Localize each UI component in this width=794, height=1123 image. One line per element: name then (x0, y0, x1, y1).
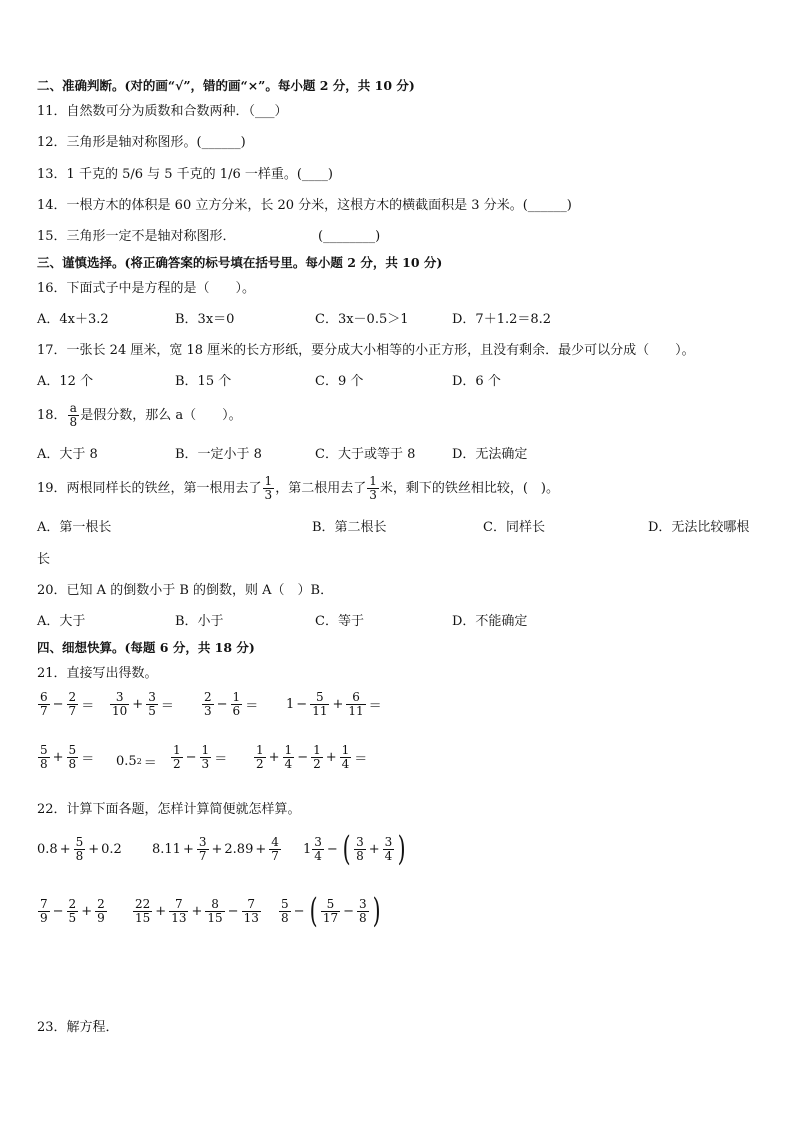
q19-option-b: B．第二根长 (312, 520, 387, 535)
question-23: 23．解方程． (37, 1020, 119, 1035)
q21-expr-8: $\frac{1}{2}$ + $\frac{1}{4}$ − $\frac{1}{2}$ + $\frac{1}{4}$ ＝ (256, 743, 368, 771)
q17-option-d: D．6 个 (452, 374, 501, 389)
question-12: 12．三角形是轴对称图形。(______) (37, 135, 246, 150)
question-15: 15．三角形一定不是轴对称图形． (37, 229, 236, 244)
q18-option-d: D．无法确定 (452, 447, 528, 462)
section-3-heading: 三、谨慎选择。(将正确答案的标号填在括号里。每小题 2 分，共 10 分) (37, 255, 443, 270)
question-16: 16．下面式子中是方程的是（ ）。 (37, 281, 256, 296)
q22-expr-6: $\frac{5}{8}$ − ( $\frac{5}{17}$ − $\frac{3}{8}$ ) (281, 891, 381, 931)
question-19 (37, 475, 559, 502)
fraction-a-8: $\frac{a}{8}$ (69, 401, 78, 429)
question-11: 11．自然数可分为质数和合数两种．（___） (37, 104, 288, 119)
q18-option-c: C．大于或等于 8 (315, 447, 416, 462)
question-14: 14．一根方木的体积是 60 立方分米，长 20 分米，这根方木的横截面积是 3 分米。(______) (37, 198, 572, 213)
fraction-1-3: $\frac{1}{3}$ (264, 474, 273, 502)
q22-expr-4: $\frac{7}{9}$ − $\frac{2}{5}$ + $\frac{2}{9}$ (40, 897, 105, 925)
q16-option-a: A．4x＋3.2 (37, 312, 109, 327)
q19-middle: ，第二根用去了 (275, 480, 367, 496)
q20-option-b: B．小于 (175, 614, 224, 629)
fraction-1-3-meter: $\frac{1}{3}$ (369, 474, 377, 502)
q19-option-d-wrap: 长 (37, 552, 51, 567)
question-13: 13．1 千克的 5/6 与 5 千克的 1/6 一样重。(____) (37, 167, 333, 182)
q19-option-a: A．第一根长 (37, 520, 112, 535)
q16-option-b: B．3x＝0 (175, 312, 235, 327)
question-22: 22．计算下面各题，怎样计算简便就怎样算。 (37, 802, 301, 817)
q21-expr-5: $\frac{5}{8}$ + $\frac{5}{8}$ ＝ (40, 743, 95, 771)
q22-expr-3: 1 $\frac{3}{4}$ − ( $\frac{3}{8}$ + $\frac{3}{4}$ ) (303, 829, 406, 869)
q20-option-d: D．不能确定 (452, 614, 528, 629)
q21-expr-3: $\frac{2}{3}$ − $\frac{1}{6}$ ＝ (204, 690, 259, 718)
q19-option-c: C．同样长 (483, 520, 545, 535)
q19-option-d: D．无法比较哪根 (648, 520, 750, 535)
q20-option-c: C．等于 (315, 614, 364, 629)
q22-expr-1: 0.8 + $\frac{5}{8}$ + 0.2 (37, 835, 122, 863)
question-17: 17．一张长 24 厘米，宽 18 厘米的长方形纸，要分成大小相等的小正方形，且没有剩余．最少可以分成（ ）。 (37, 343, 695, 358)
q21-expr-1: $\frac{6}{7}$ − $\frac{2}{7}$ ＝ (40, 690, 95, 718)
q17-option-a: A．12 个 (37, 374, 94, 389)
q22-expr-2: 8.11 + $\frac{3}{7}$ + 2.89 + $\frac{4}{7}$ (152, 835, 279, 863)
q17-option-c: C．9 个 (315, 374, 364, 389)
question-18 (37, 402, 242, 429)
q19-suffix: 米，剩下的铁丝相比较，( )。 (379, 480, 559, 496)
q16-option-d: D．7＋1.2＝8.2 (452, 312, 552, 327)
q22-expr-5: $\frac{22}{15}$ + $\frac{7}{13}$ + $\frac{8}{15}$ − $\frac{7}{13}$ (135, 897, 259, 925)
section-4-heading: 四、细想快算。(每题 6 分，共 18 分) (37, 640, 255, 655)
q17-option-b: B．15 个 (175, 374, 232, 389)
q18-option-a: A．大于 8 (37, 447, 98, 462)
q21-expr-2: $\frac{3}{10}$ + $\frac{3}{5}$ ＝ (112, 690, 174, 718)
q19-prefix: 19．两根同样长的铁丝，第一根用去了 (37, 480, 262, 496)
q20-option-a: A．大于 (37, 614, 86, 629)
question-15-blank: (________) (318, 229, 381, 244)
q16-option-c: C．3x－0.5＞1 (315, 312, 409, 327)
q21-expr-7: $\frac{1}{2}$ − $\frac{1}{3}$ ＝ (173, 743, 228, 771)
question-20: 20．已知 A 的倒数小于 B 的倒数，则 A（ ）B． (37, 583, 334, 598)
q18-suffix: 是假分数，那么 a（ ）。 (80, 407, 242, 423)
q21-expr-4: 1 − $\frac{5}{11}$ + $\frac{6}{11}$ ＝ (286, 690, 382, 718)
question-21: 21．直接写出得数。 (37, 666, 158, 681)
q21-expr-6: 0.5 2 ＝ (116, 754, 157, 771)
section-2-heading: 二、准确判断。(对的画“√”，错的画“×”。每小题 2 分，共 10 分) (37, 78, 415, 93)
q18-option-b: B．一定小于 8 (175, 447, 262, 462)
q18-prefix: 18． (37, 407, 67, 423)
